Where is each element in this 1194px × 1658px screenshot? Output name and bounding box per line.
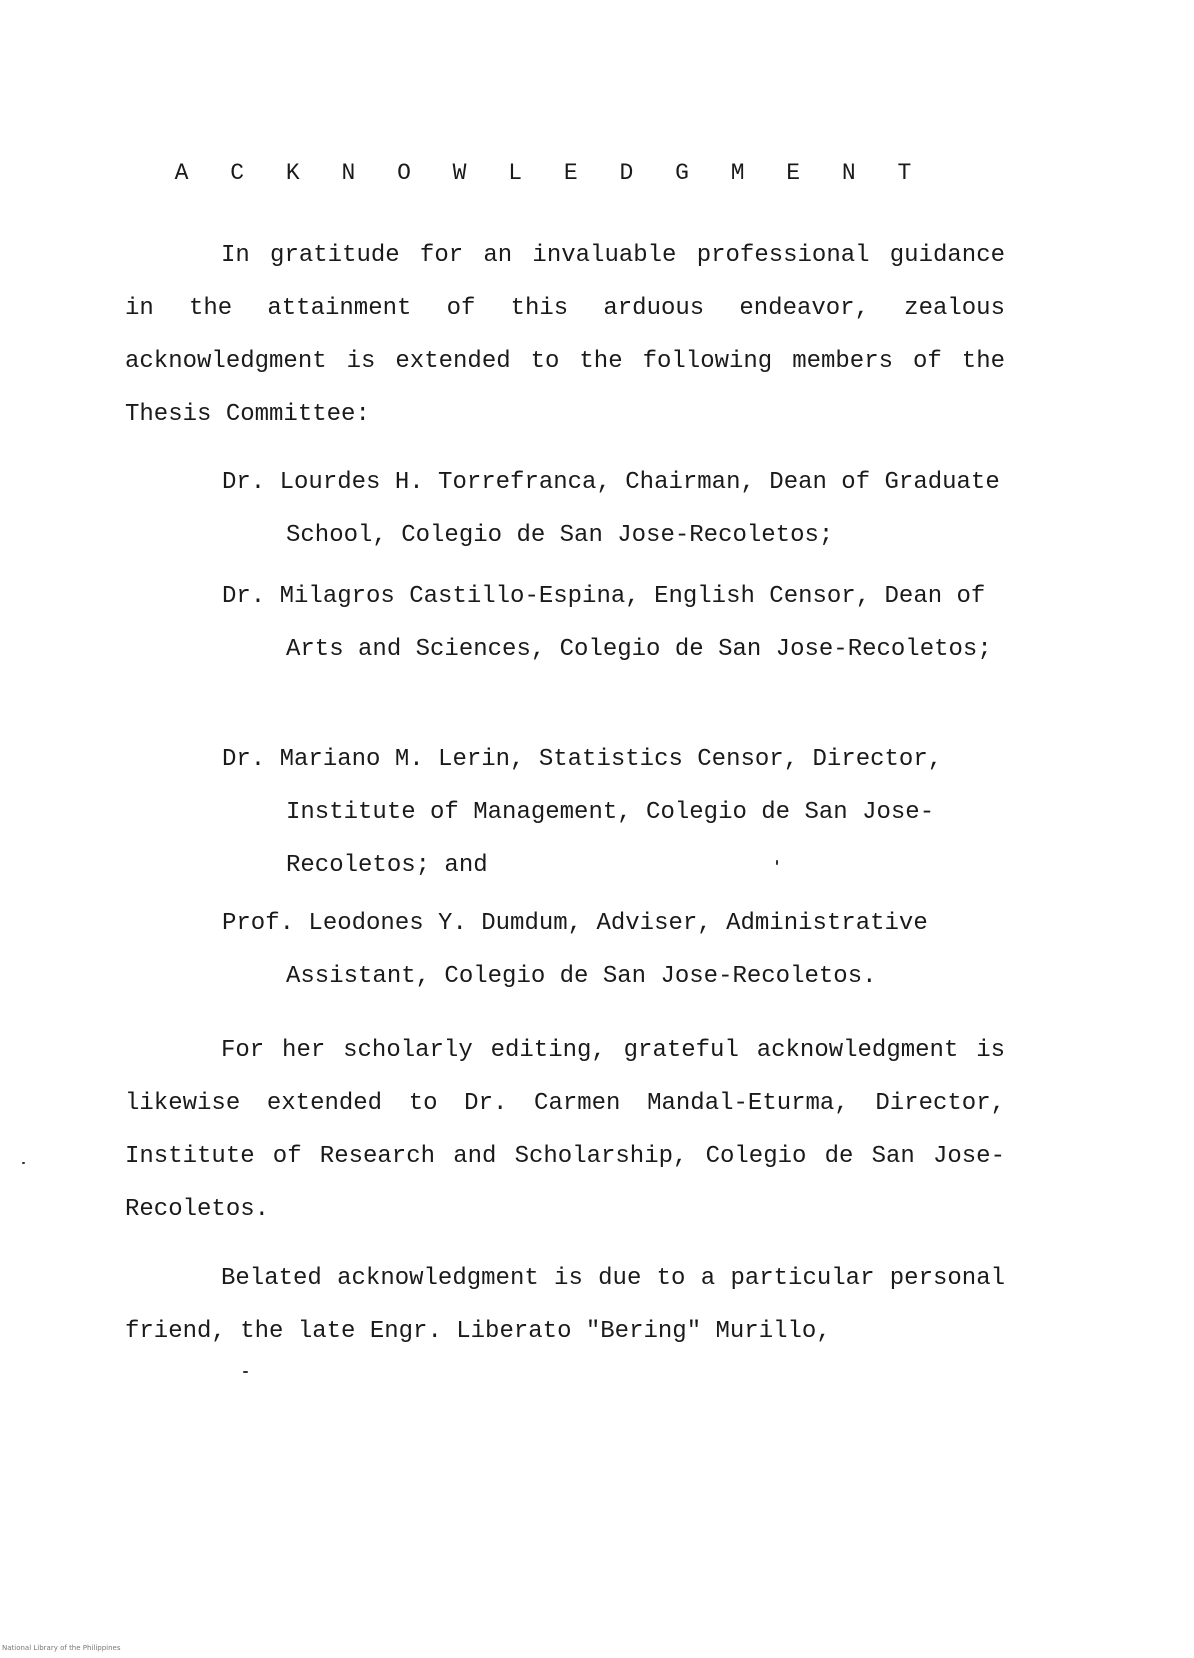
- page-title: A C K N O W L E D G M E N T: [174, 160, 926, 186]
- intro-paragraph: [125, 229, 1005, 441]
- committee-member-4: Prof. Leodones Y. Dumdum, Adviser, Administrative Assistant, Colegio de San Jose-Recoletos.: [222, 910, 928, 990]
- editing-paragraph-text: For her scholarly editing, grateful acknowledgment is likewise extended to Dr. Carmen Mandal-Eturma, Director, Institute of Research and Scholarship, Colegio de San Jose-Recoletos.: [125, 1037, 1005, 1223]
- scan-speck: [22, 1162, 25, 1164]
- committee-member-3: Dr. Mariano M. Lerin, Statistics Censor, Director, Institute of Management, Colegio de San Jose-Recoletos; and: [222, 746, 943, 879]
- scan-speck: [776, 860, 778, 865]
- scan-speck: [243, 1371, 248, 1373]
- scan-footer-note: National Library of the Philippines: [2, 1644, 121, 1652]
- belated-paragraph-text: Belated acknowledgment is due to a particular personal friend, the late Engr. Liberato "Bering" Murillo,: [125, 1265, 1005, 1345]
- committee-member-1: Dr. Lourdes H. Torrefranca, Chairman, Dean of Graduate School, Colegio de San Jose-Recoletos;: [222, 469, 1000, 549]
- belated-paragraph: [125, 1252, 1005, 1358]
- intro-paragraph-text: In gratitude for an invaluable professional guidance in the attainment of this arduous endeavor, zealous acknowledgment is extended to the following members of the Thesis Committee:: [125, 242, 1005, 428]
- committee-member-2: Dr. Milagros Castillo-Espina, English Censor, Dean of Arts and Sciences, Colegio de San Jose-Recoletos;: [222, 583, 992, 663]
- editing-paragraph: [125, 1024, 1005, 1236]
